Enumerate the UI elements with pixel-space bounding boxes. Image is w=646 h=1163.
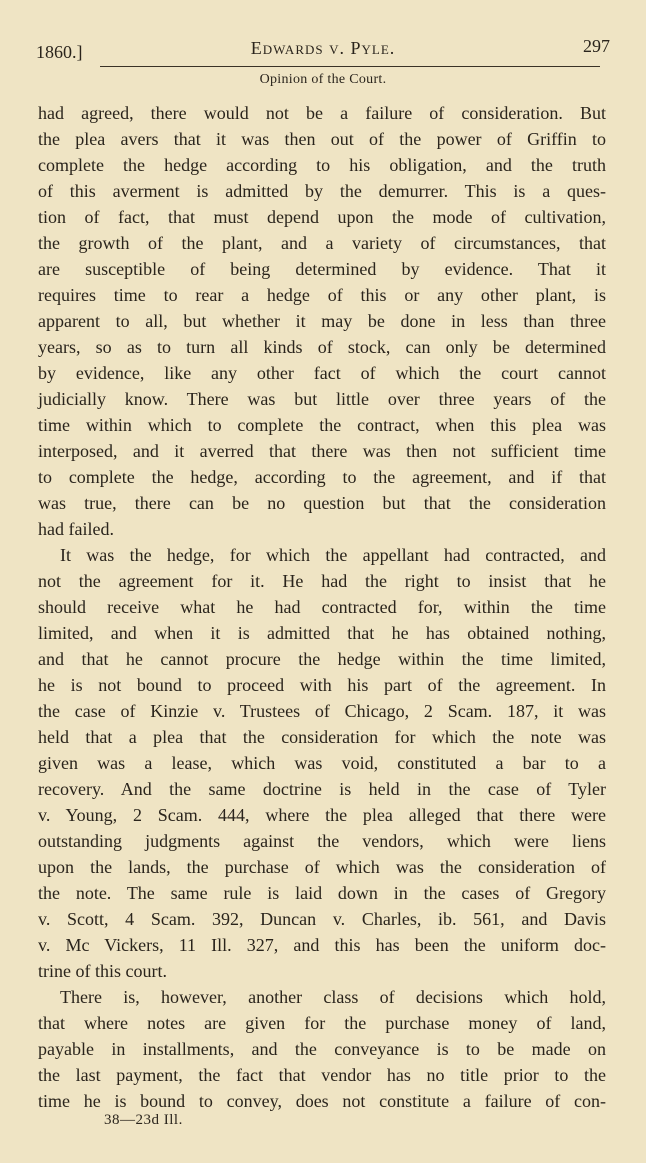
text-line: the last payment, the fact that vendor has no title prior to the <box>38 1065 606 1085</box>
text-line: v. Mc Vickers, 11 Ill. 327, and this has been the uniform doc- <box>38 935 606 955</box>
running-head <box>36 34 610 64</box>
text-line: tion of fact, that must depend upon the mode of cultivation, <box>38 207 606 227</box>
text-line: payable in installments, and the conveyance is to be made on <box>38 1039 606 1059</box>
text-line: judicially know. There was but little over three years of the <box>38 389 606 409</box>
text-line: he is not bound to proceed with his part of the agreement. In <box>38 675 606 695</box>
text-line: There is, however, another class of decisions which hold, <box>60 987 606 1007</box>
text-line: the note. The same rule is laid down in the cases of Gregory <box>38 883 606 903</box>
header-year: 1860.] <box>36 42 83 62</box>
text-line: apparent to all, but whether it may be done in less than three <box>38 311 606 331</box>
text-line: the case of Kinzie v. Trustees of Chicago, 2 Scam. 187, it was <box>38 701 606 721</box>
text-line: complete the hedge according to his obligation, and the truth <box>38 155 606 175</box>
text-line: the plea avers that it was then out of the power of Griffin to <box>38 129 606 149</box>
text-line: should receive what he had contracted for, within the time <box>38 597 606 617</box>
text-line: that where notes are given for the purchase money of land, <box>38 1013 606 1033</box>
signature-mark: 38—23d Ill. <box>104 1112 183 1128</box>
text-line: outstanding judgments against the vendors, which were liens <box>38 831 606 851</box>
header-rule <box>100 66 600 67</box>
text-line: had agreed, there would not be a failure of consideration. But <box>38 103 606 123</box>
text-line: trine of this court. <box>38 961 167 981</box>
text-line: time he is bound to convey, does not constitute a failure of con- <box>38 1091 606 1111</box>
text-line: given was a lease, which was void, constituted a bar to a <box>38 753 606 773</box>
text-line: to complete the hedge, according to the agreement, and if that <box>38 467 606 487</box>
text-line: time within which to complete the contract, when this plea was <box>38 415 606 435</box>
text-line: years, so as to turn all kinds of stock, can only be determined <box>38 337 606 357</box>
section-subheading: Opinion of the Court. <box>259 72 387 87</box>
text-line: and that he cannot procure the hedge within the time limited, <box>38 649 606 669</box>
text-line: v. Scott, 4 Scam. 392, Duncan v. Charles, ib. 561, and Davis <box>38 909 606 929</box>
text-line: limited, and when it is admitted that he has obtained nothing, <box>38 623 606 643</box>
text-line: by evidence, like any other fact of which the court cannot <box>38 363 606 383</box>
text-line: are susceptible of being determined by evidence. That it <box>38 259 606 279</box>
page-number: 297 <box>583 36 610 56</box>
text-line: had failed. <box>38 519 114 539</box>
text-line: the growth of the plant, and a variety of circumstances, that <box>38 233 606 253</box>
text-line: upon the lands, the purchase of which was the consideration of <box>38 857 606 877</box>
text-line: requires time to rear a hedge of this or any other plant, is <box>38 285 606 305</box>
body-text <box>38 100 606 1114</box>
text-line: of this averment is admitted by the demurrer. This is a ques- <box>38 181 606 201</box>
text-line: recovery. And the same doctrine is held in the case of Tyler <box>38 779 606 799</box>
text-line: was true, there can be no question but that the consideration <box>38 493 606 513</box>
text-line: v. Young, 2 Scam. 444, where the plea alleged that there were <box>38 805 606 825</box>
text-line: not the agreement for it. He had the right to insist that he <box>38 571 606 591</box>
text-line: It was the hedge, for which the appellant had contracted, and <box>60 545 606 565</box>
text-line: held that a plea that the consideration for which the note was <box>38 727 606 747</box>
text-line: interposed, and it averred that there was then not sufficient time <box>38 441 606 461</box>
header-title: Edwards v. Pyle. <box>250 38 396 58</box>
